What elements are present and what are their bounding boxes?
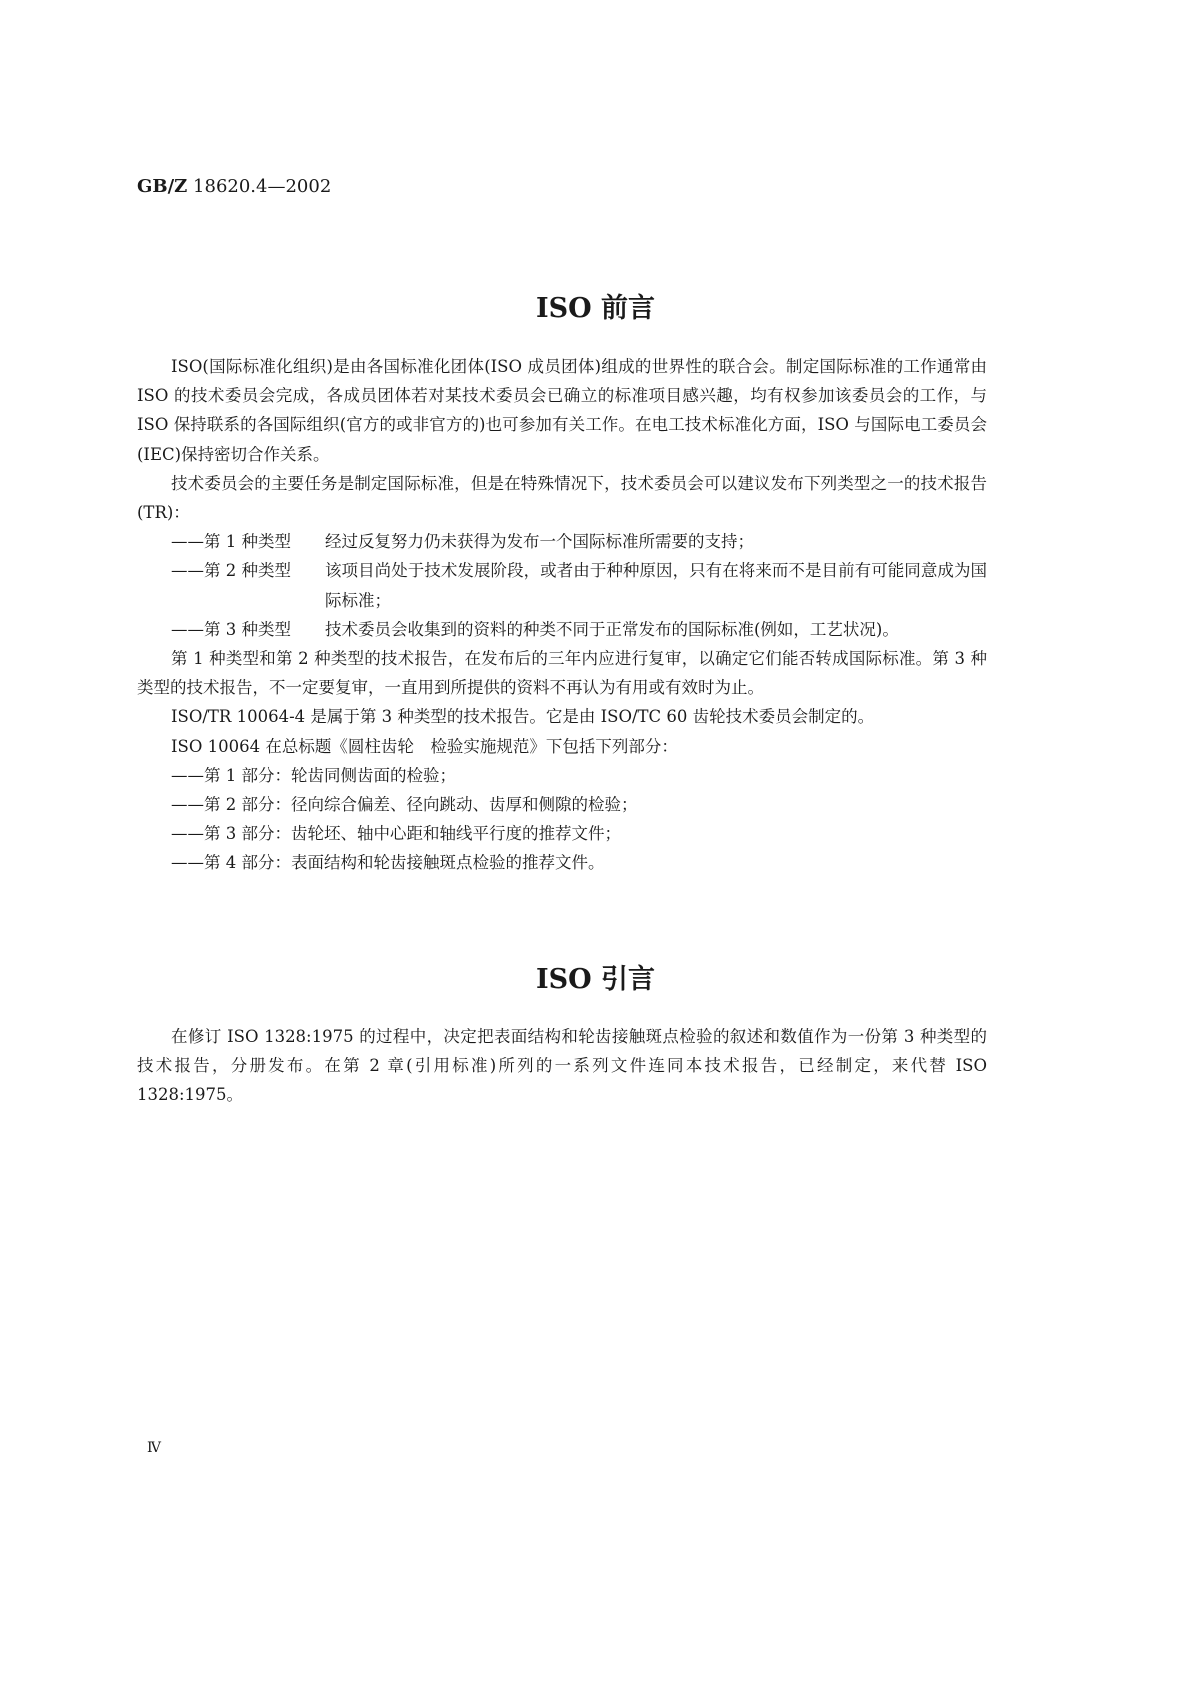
type-text: 经过反复努力仍未获得为发布一个国际标准所需要的支持； [325,532,754,552]
list-item: ——第 2 部分：径向综合偏差、径向跳动、齿厚和侧隙的检验； [171,795,638,815]
document-code [137,176,331,197]
type-label: ——第 1 种类型 [171,532,291,552]
paragraph: 在修订 ISO 1328:1975 的过程中，决定把表面结构和轮齿接触斑点检验的叙述和数值作为一份第 3 种类型的技术报告，分册发布。在第 2 章(引用标准)所列的一系列文件连同本技术报告，已经制定，来代替 ISO 1328:1975。 [137,1027,987,1105]
list-item [137,615,987,644]
page-number: Ⅳ [147,1440,161,1456]
list-item: ——第 1 部分：轮齿同侧齿面的检验； [171,765,456,785]
introduction-body [137,1022,987,1110]
paragraph: ISO/TR 10064-4 是属于第 3 种类型的技术报告。它是由 ISO/TC 60 齿轮技术委员会制定的。 [171,707,875,727]
type-label: ——第 2 种类型 [171,561,291,581]
paragraph: ISO 10064 在总标题《圆柱齿轮 检验实施规范》下包括下列部分： [171,736,678,756]
paragraph: 技术委员会的主要任务是制定国际标准，但是在特殊情况下，技术委员会可以建议发布下列类型之一的技术报告(TR)： [137,473,987,523]
foreword-body [137,352,987,878]
foreword-title: ISO 前言 [535,293,656,324]
introduction-title: ISO 引言 [535,964,656,995]
paragraph: 第 1 种类型和第 2 种类型的技术报告，在发布后的三年内应进行复审，以确定它们能否转成国际标准。第 3 种类型的技术报告，不一定要复审，一直用到所提供的资料不再认为有用或有效时为止。 [137,649,987,698]
code-prefix: GB/Z [137,176,188,197]
type-text: 技术委员会收集到的资料的种类不同于正常发布的国际标准(例如，工艺状况)。 [325,619,899,639]
list-item: ——第 3 部分：齿轮坯、轴中心距和轴线平行度的推荐文件； [171,824,621,844]
list-item: ——第 4 部分：表面结构和轮齿接触斑点检验的推荐文件。 [171,853,605,873]
paragraph: ISO(国际标准化组织)是由各国标准化团体(ISO 成员团体)组成的世界性的联合会。制定国际标准的工作通常由 ISO 的技术委员会完成，各成员团体若对某技术委员会已确立的标准项目感兴趣，均有权参加该委员会的工作，与 ISO 保持联系的各国际组织(官方的或非官方的)也可参加有关工作。在电工技术标准化方面，ISO 与国际电工委员会(IEC)保持密切合作关系。 [137,357,987,464]
list-item [137,527,987,556]
list-item [137,556,987,614]
type-label: ——第 3 种类型 [171,619,291,639]
type-text: 该项目尚处于技术发展阶段，或者由于种种原因，只有在将来而不是目前有可能同意成为国际标准； [325,561,987,610]
code-number: 18620.4—2002 [193,176,332,197]
